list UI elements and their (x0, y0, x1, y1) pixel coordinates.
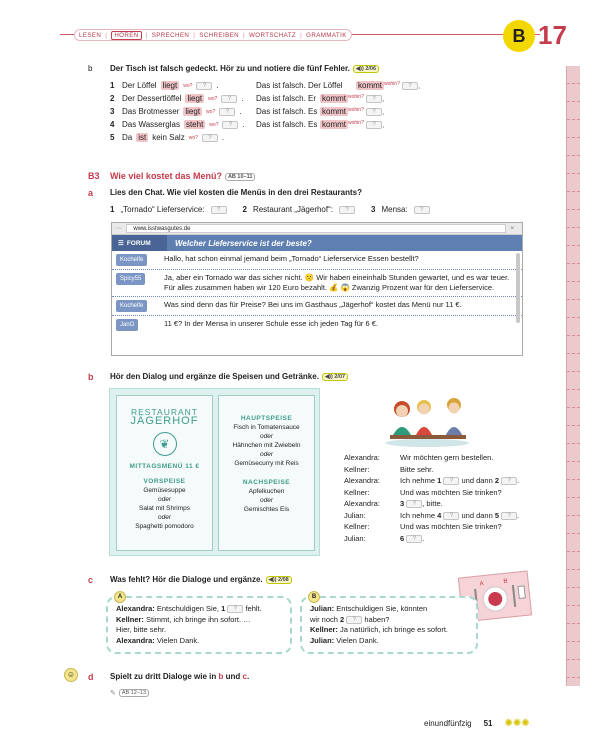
exercise-a-label: a (88, 188, 94, 198)
exercise-b2-instruction: Hör den Dialog und ergänze die Speisen und Getränke. ◀)) 2/07 (110, 372, 348, 381)
answer-blank[interactable]: ? (414, 206, 430, 214)
menu-or: oder (259, 497, 273, 504)
page-number: 51 (483, 719, 493, 728)
dialog-line: Alexandra: Ich nehme 1 ? und dann 2 ? . (344, 476, 520, 485)
lesson-letter-badge: B (503, 20, 535, 52)
menu-or: oder (157, 496, 171, 503)
list-item: 3 Das Brotmesser liegt wo? ? . Das ist falsch. Es kommt $^{wohin?}$ ? . (110, 106, 385, 117)
workbook-ref: AB 10–11 (225, 173, 255, 181)
error-list (110, 79, 440, 144)
menu-restaurant-name: JÄGERHOF (130, 415, 199, 427)
dialog-line: Kellner: Bitte sehr. (344, 464, 434, 474)
exercise-b-label: b (88, 64, 93, 73)
diners-illustration (372, 395, 482, 447)
menu-card-right (218, 395, 315, 551)
section-b3-label: B3 (88, 171, 100, 181)
page-number-word: einundfünfzig (424, 719, 472, 728)
username: Kochelfe (116, 254, 147, 266)
dialog-line: Julian: Ich nehme 4 ? und dann 5 ? . (344, 510, 520, 520)
scrollbar[interactable] (516, 253, 520, 323)
price-answers: 1 „Tornado“ Lieferservice: ? 2 Restaurant „Jägerhof“: ? 3 Mensa: ? (110, 205, 430, 214)
restaurant-dialog (344, 452, 519, 544)
url-bar: ◦◦◦ www.isstwasgutes.de × (112, 223, 522, 235)
answer-blank[interactable]: ? (196, 82, 212, 90)
menu-dessert-title: NACHSPEISE (242, 479, 291, 486)
section-b3-title: Wie viel kostet das Menü? AB 10–11 (110, 171, 255, 181)
audio-icon[interactable]: ◀)) 2/06 (353, 65, 379, 73)
exercise-d-label: d (88, 672, 94, 682)
menu-item: Gemischtes Eis (243, 506, 290, 513)
url-field[interactable]: www.isstwasgutes.de (126, 224, 506, 233)
lightbulb-icon: ✺✺✺ (504, 718, 530, 729)
skill-wortschatz: WORTSCHATZ (249, 31, 297, 39)
menu-card-left (116, 395, 213, 551)
skill-hoeren: HÖREN (111, 31, 141, 40)
dialog-box-b: B Julian: Entschuldigen Sie, könnten wir noch 2 ? haben? Kellner: Ja natürlich, ich bringe es sofort. Julian: Vielen Dank. (300, 596, 478, 654)
audio-icon[interactable]: ◀)) 2/08 (266, 576, 292, 584)
forum-post: JanO 11 €? In der Mensa in unserer Schule esse ich jeden Tag für 6 €. (112, 316, 522, 334)
answer-blank[interactable]: ? (346, 616, 362, 624)
dialog-line: Alexandra: 3 ? , bitte. (344, 499, 443, 508)
forum-post: Kochelfe Was sind denn das für Preise? Bei uns im Gasthaus „Jägerhof“ kostet das Menü nur 11 €. (112, 297, 522, 316)
answer-blank[interactable]: ? (501, 512, 517, 520)
answer-blank[interactable]: ? (339, 206, 355, 214)
box-tag: A (114, 591, 126, 603)
answer-blank[interactable]: ? (501, 477, 517, 485)
skill-lesen: LESEN (79, 31, 102, 39)
exercise-d-instruction: Spielt zu dritt Dialoge wie in b und c. (110, 672, 250, 681)
menu-or: oder (157, 514, 171, 521)
answer-blank[interactable]: ? (406, 500, 422, 508)
menu-item: Apfelkuchen (248, 488, 285, 495)
menu-or: oder (259, 451, 273, 458)
menu-item: Salat mit Shrimps (139, 505, 190, 512)
group-work-icon: ☺ (64, 668, 78, 682)
forum-tab[interactable]: ☰ FORUM (112, 235, 167, 251)
answer-blank[interactable]: ? (222, 121, 238, 129)
answer-blank[interactable]: ? (366, 121, 382, 129)
username: JanO (116, 319, 138, 331)
list-item: 4 Das Wasserglas steht wo? ? . Das ist falsch. Es kommt $^{wohin?}$ ? . (110, 119, 385, 130)
forum-post: Kochelfe Hallo, hat schon einmal jemand beim „Tornado“ Lieferservice Essen bestellt? (112, 251, 522, 270)
dialog-line: Kellner: Und was möchten Sie trinken? (344, 522, 502, 531)
pencil-icon: ✎ (110, 690, 116, 697)
box-tag: B (308, 591, 320, 603)
svg-text:B: B (503, 578, 508, 586)
skill-grammatik: GRAMMATIK (306, 31, 347, 39)
menu-main-title: HAUPTSPEISE (240, 415, 293, 422)
list-item: 2 Der Dessertlöffel liegt wo? ? . Das ist falsch. Er kommt $^{wohin?}$ ? . (110, 93, 385, 104)
menu-restaurant-label: RESTAURANT (131, 407, 198, 417)
menu-item: Gemüsecurry mit Reis (234, 460, 299, 467)
list-item: 5 Da ist kein Salz wo? ? . (110, 133, 225, 142)
skill-sprechen: SPRECHEN (151, 31, 190, 39)
dialog-box-a: A Alexandra: Entschuldigen Sie, 1 ? fehlt. Kellner: Stimmt, ich bringe ihn sofort. … Hier, bitte sehr. Alexandra: Vielen Dank. (106, 596, 292, 654)
answer-blank[interactable]: ? (402, 82, 418, 90)
menu-icon: ☰ (118, 240, 124, 247)
exercise-d-workbook: ✎ AB 12–13 (110, 688, 149, 697)
page-footer (424, 718, 530, 729)
username: Kochelfe (116, 300, 147, 312)
audio-icon[interactable]: ◀)) 2/07 (322, 373, 348, 381)
skill-nav: LESEN | HÖREN | SPRECHEN | SCHREIBEN | WORTSCHATZ | GRAMMATIK (74, 29, 352, 41)
exercise-c-label: c (88, 575, 94, 585)
exercise-b-instruction: Der Tisch ist falsch gedeckt. Hör zu und notiere die fünf Fehler. ◀)) 2/06 (110, 64, 379, 73)
menu-item: Gemüsesuppe (143, 487, 186, 494)
exercise-a-instruction: Lies den Chat. Wie viel kosten die Menüs in den drei Restaurants? (110, 188, 362, 197)
menu-lunch-price: MITTAGSMENÜ 11 € (129, 463, 200, 470)
menu-item: Hähnchen mit Zwiebeln (232, 442, 301, 449)
restaurant-menu (109, 388, 320, 556)
decorative-side-stripe (566, 66, 580, 686)
answer-blank[interactable]: ? (406, 535, 422, 543)
dialog-line: Julian: 6 ? . (344, 533, 425, 543)
deer-logo-icon: ❦ (153, 432, 177, 456)
close-icon[interactable]: × (510, 225, 515, 232)
menu-starter-title: VORSPEISE (143, 478, 186, 485)
menu-item: Spaghetti pomodoro (135, 523, 194, 530)
skill-schreiben: SCHREIBEN (199, 31, 239, 39)
answer-blank[interactable]: ? (211, 206, 227, 214)
answer-blank[interactable]: ? (366, 95, 382, 103)
answer-blank[interactable]: ? (219, 108, 235, 116)
forum-post: Spicy55 Ja, aber ein Tornado war das sicher nicht. 🙁 Wir haben eineinhalb Stunden gewartet, und es war teuer. Für alles zusammen haben wir 120 Euro bezahlt. 💰 😱 Zwanzig Prozent war für den Lieferservice. (112, 270, 522, 297)
answer-blank[interactable]: ? (227, 605, 243, 613)
forum-title: Welcher Lieferservice ist der beste? (175, 238, 312, 248)
answer-blank[interactable]: ? (202, 134, 218, 142)
exercise-c-instruction: Was fehlt? Hör die Dialoge und ergänze. ◀)) 2/08 (110, 575, 292, 584)
answer-blank[interactable]: ? (221, 95, 237, 103)
forum-browser-window (111, 222, 523, 356)
svg-text:A: A (479, 581, 484, 588)
answer-blank[interactable]: ? (443, 477, 459, 485)
username: Spicy55 (116, 273, 145, 285)
menu-or: oder (259, 433, 273, 440)
exercise-b2-label: b (88, 372, 94, 382)
dialog-line: Alexandra: Wir möchten gern bestellen. (344, 453, 494, 462)
answer-blank[interactable]: ? (366, 108, 382, 116)
menu-item: Fisch in Tomatensauce (233, 424, 300, 431)
lesson-number: 17 (538, 20, 567, 50)
forum-header (112, 235, 522, 251)
dialog-line: Kellner: Und was möchten Sie trinken? (344, 487, 502, 497)
list-item: 1 Der Löffel liegt wo? ? . Das ist falsch. Der Löffel kommt $^{wohin?}$ ? . (110, 80, 421, 91)
answer-blank[interactable]: ? (443, 512, 459, 520)
